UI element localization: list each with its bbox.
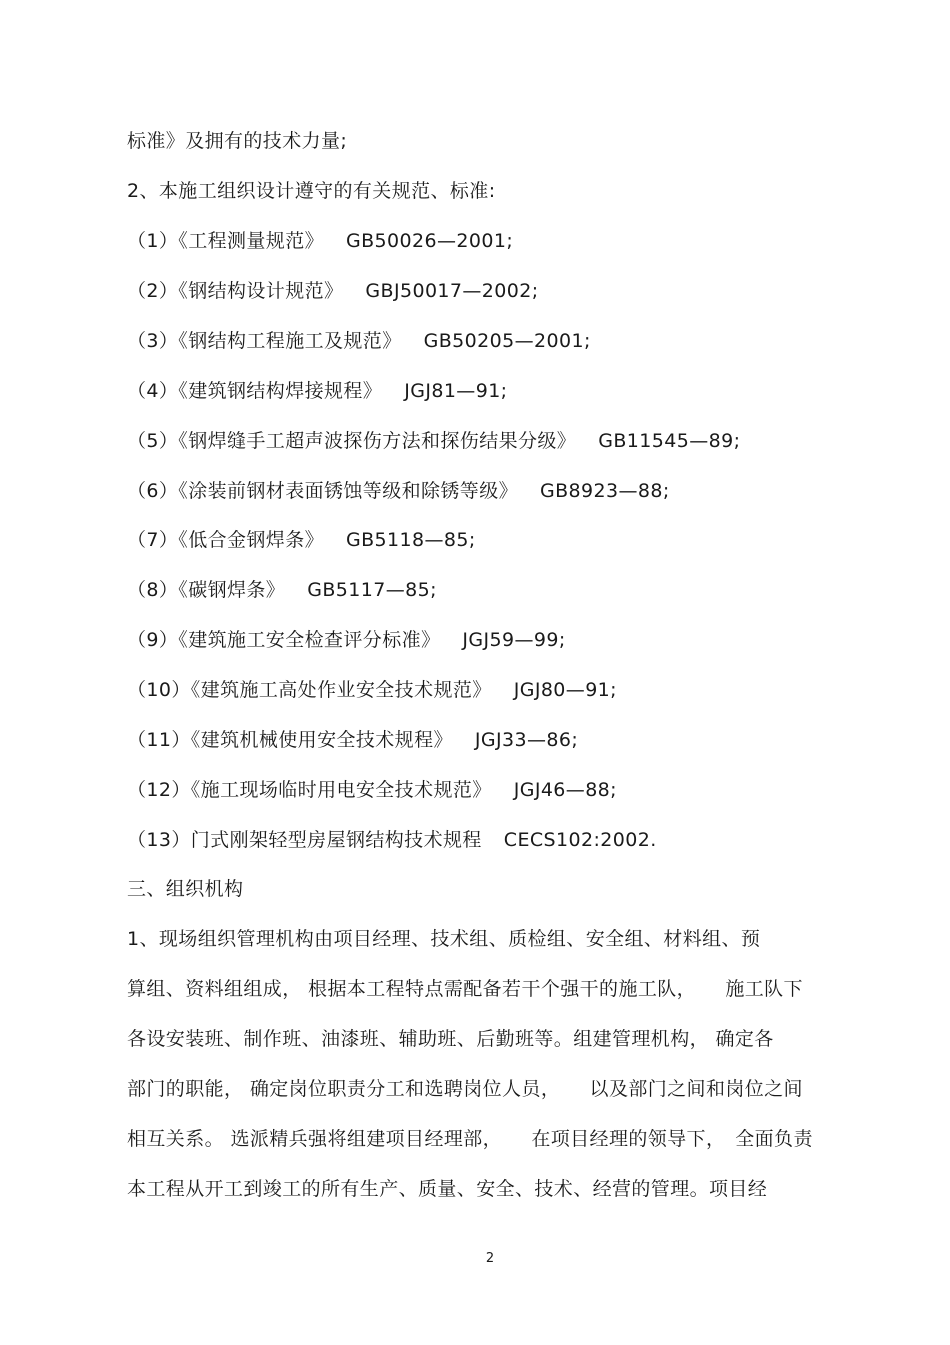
standard-number: （5）	[127, 430, 179, 452]
standard-number: （2）	[127, 280, 179, 302]
standard-title: 《钢结构工程施工及规范》	[178, 330, 402, 352]
standard-number: （3）	[127, 330, 179, 352]
standard-title: 《建筑机械使用安全技术规程》	[190, 729, 453, 751]
standard-item	[127, 678, 617, 702]
standard-title: 《施工现场临时用电安全技术规范》	[190, 779, 492, 801]
standard-number: （11）	[127, 729, 191, 751]
standard-item	[127, 379, 508, 403]
standard-title: 《建筑施工安全检查评分标准》	[178, 629, 441, 651]
standard-title: 《建筑钢结构焊接规程》	[178, 380, 383, 402]
standard-number: （7）	[127, 529, 179, 551]
intro-tail-line: 标准》及拥有的技术力量;	[127, 130, 348, 152]
standard-title: 门式刚架轻型房屋钢结构技术规程	[190, 829, 482, 851]
standard-number: （9）	[127, 629, 179, 651]
standard-title: 《钢结构设计规范》	[178, 280, 344, 302]
paragraph-line: 相互关系。 选派精兵强将组建项目经理部， 在项目经理的领导下， 全面负责	[127, 1128, 813, 1150]
standard-code: GB5117—85;	[307, 579, 437, 601]
standard-code: JGJ46—88;	[513, 779, 617, 801]
section2-heading: 2、本施工组织设计遵守的有关规范、标准:	[127, 180, 496, 202]
paragraph-line: 算组、资料组组成， 根据本工程特点需配备若干个强干的施工队， 施工队下	[127, 978, 803, 1000]
standard-code: GB11545—89;	[598, 430, 741, 452]
standard-number: （10）	[127, 679, 191, 701]
standard-title: 《工程测量规范》	[178, 230, 324, 252]
paragraph-line: 部门的职能， 确定岗位职责分工和选聘岗位人员， 以及部门之间和岗位之间	[127, 1078, 803, 1100]
standard-item	[127, 778, 617, 802]
standard-code: GB8923—88;	[540, 480, 670, 502]
standard-number: （13）	[127, 829, 191, 851]
paragraph-line: 本工程从开工到竣工的所有生产、质量、安全、技术、经营的管理。项目经	[127, 1178, 768, 1200]
section3-heading: 三、组织机构	[127, 878, 244, 900]
standard-item	[127, 578, 437, 602]
standard-item	[127, 528, 476, 552]
standard-item	[127, 728, 578, 752]
standard-item	[127, 329, 591, 353]
standard-number: （12）	[127, 779, 191, 801]
standard-code: GB50026—2001;	[346, 230, 514, 252]
standard-code: GBJ50017—2002;	[365, 280, 539, 302]
standard-code: JGJ80—91;	[513, 679, 617, 701]
standard-title: 《建筑施工高处作业安全技术规范》	[190, 679, 492, 701]
standard-code: GB5118—85;	[346, 529, 476, 551]
standard-item	[127, 479, 670, 503]
standard-item	[127, 229, 513, 253]
paragraph-line: 各设安装班、制作班、油漆班、辅助班、后勤班等。组建管理机构， 确定各	[127, 1028, 774, 1050]
standard-code: GB50205—2001;	[423, 330, 591, 352]
standard-number: （6）	[127, 480, 179, 502]
standard-title: 《碳钢焊条》	[178, 579, 286, 601]
standard-number: （4）	[127, 380, 179, 402]
standard-item	[127, 429, 740, 453]
standard-code: JGJ33—86;	[474, 729, 579, 751]
standard-item	[127, 628, 566, 652]
standard-code: CECS102:2002.	[503, 829, 657, 851]
standard-code: JGJ81—91;	[404, 380, 508, 402]
standard-title: 《低合金钢焊条》	[178, 529, 324, 551]
standard-title: 《钢焊缝手工超声波探伤方法和探伤结果分级》	[178, 430, 577, 452]
standard-number: （1）	[127, 230, 179, 252]
standard-item	[127, 279, 539, 303]
standard-title: 《涂装前钢材表面锈蚀等级和除锈等级》	[178, 480, 518, 502]
standard-code: JGJ59—99;	[462, 629, 566, 651]
page-number: 2	[485, 1251, 495, 1266]
standard-item	[127, 828, 657, 852]
standard-number: （8）	[127, 579, 179, 601]
paragraph-line: 1、现场组织管理机构由项目经理、技术组、质检组、安全组、材料组、预	[127, 928, 761, 950]
